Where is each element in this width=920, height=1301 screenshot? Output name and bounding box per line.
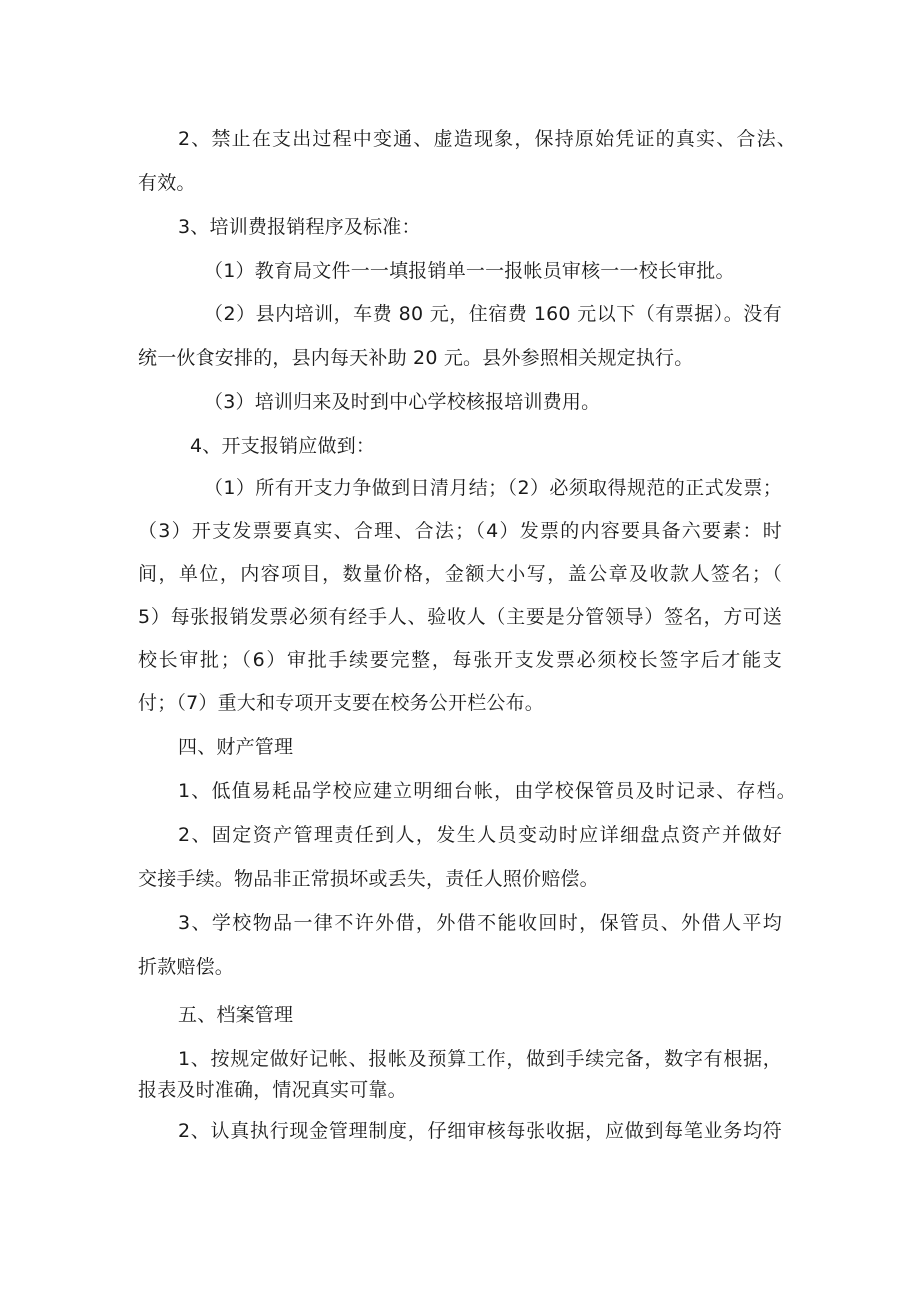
text-line: 3、培训费报销程序及标准：: [178, 216, 421, 238]
text-line: 5）每张报销发票必须有经手人、验收人（主要是分管领导）签名，方可送: [138, 606, 782, 628]
text-line: （3）开支发票要真实、合理、合法；（4）发票的内容要具备六要素：时: [138, 520, 782, 542]
text-line: 1、按规定做好记帐、报帐及预算工作，做到手续完备，数字有根据，: [178, 1048, 782, 1070]
text-line: 3、学校物品一律不许外借，外借不能收回时，保管员、外借人平均: [178, 912, 782, 934]
text-line: 间，单位，内容项目，数量价格，金额大小写，盖公章及收款人签名；（: [138, 563, 782, 585]
text-line: （2）县内培训，车费 80 元，住宿费 160 元以下（有票据）。没有: [204, 303, 782, 325]
section-heading: 五、档案管理: [178, 1004, 294, 1026]
text-line: （1）教育局文件一一填报销单一一报帐员审核一一校长审批。: [204, 260, 735, 282]
text-line: 2、禁止在支出过程中变通、虚造现象，保持原始凭证的真实、合法、: [178, 128, 796, 150]
text-line: （3）培训归来及时到中心学校核报培训费用。: [204, 391, 601, 413]
text-line: 4、开支报销应做到：: [190, 435, 376, 457]
text-line: 有效。: [138, 172, 196, 194]
text-line: 折款赔偿。: [138, 956, 235, 978]
text-line: 2、固定资产管理责任到人，发生人员变动时应详细盘点资产并做好: [178, 824, 782, 846]
text-line: 统一伙食安排的，县内每天补助 20 元。县外参照相关规定执行。: [138, 347, 694, 369]
text-line: 报表及时准确，情况真实可靠。: [138, 1079, 407, 1101]
section-heading: 四、财产管理: [178, 736, 294, 758]
text-line: 1、低值易耗品学校应建立明细台帐，由学校保管员及时记录、存档。: [178, 780, 796, 802]
text-line: 交接手续。物品非正常损坏或丢失，责任人照价赔偿。: [138, 868, 599, 890]
text-line: （1）所有开支力争做到日清月结；（2）必须取得规范的正式发票；: [204, 477, 782, 499]
text-line: 2、认真执行现金管理制度，仔细审核每张收据，应做到每笔业务均符: [178, 1120, 782, 1142]
text-line: 付；（7）重大和专项开支要在校务公开栏公布。: [138, 692, 544, 714]
text-line: 校长审批；（6）审批手续要完整，每张开支发票必须校长签字后才能支: [138, 649, 782, 671]
